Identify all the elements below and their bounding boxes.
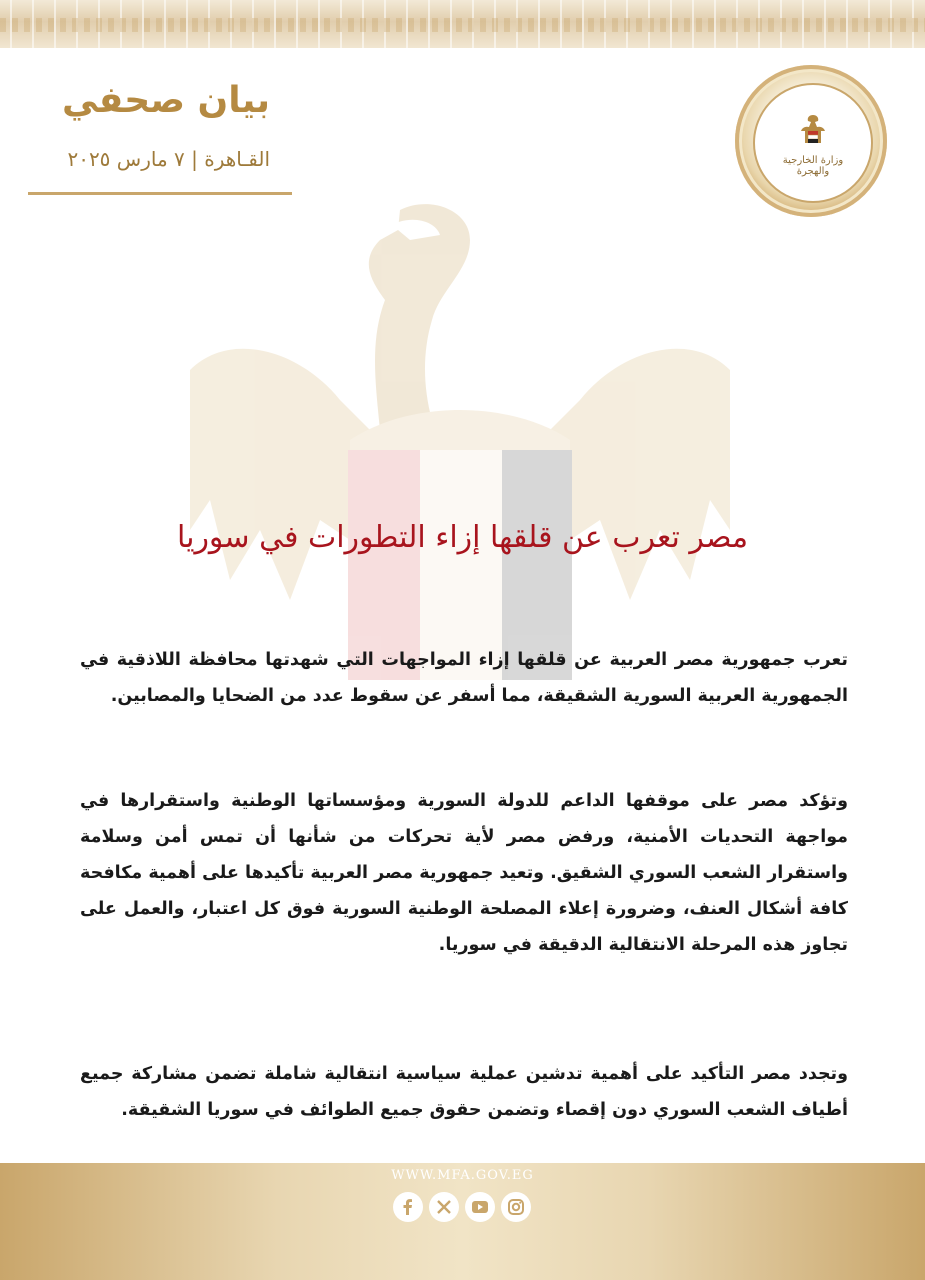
seal-text: وزارة الخارجية والهجرة (782, 155, 844, 177)
page-title: بيان صحفي (61, 80, 270, 121)
website-link[interactable]: WWW.MFA.GOV.EG (391, 1168, 534, 1183)
body-paragraph-1: تعرب جمهورية مصر العربية عن قلقها إزاء المواجهات التي شهدتها محافظة اللاذقية في الجمهورية العربية السورية الشقيقة، مما أسفر عن سقوط عدد من الضحايا والمصابين. (80, 650, 848, 706)
instagram-icon[interactable] (501, 1192, 531, 1222)
body-paragraph-2: وتؤكد مصر على موقفها الداعم للدولة السورية ومؤسساتها الوطنية واستقرارها في مواجهة التحديات الأمنية، ورفض مصر لأية تحركات من شأنها أن تمس أمن وسلامة واستقرار الشعب السوري الشقيق. وتعيد جمهورية مصر العربية تأكيدها على أهمية مكافحة كافة أشكال العنف، وضرورة إعلاء المصلحة الوطنية السورية فوق كل اعتبار، والعمل على تجاوز هذه المرحلة الانتقالية الدقيقة في سوريا. (80, 791, 848, 955)
headline: مصر تعرب عن قلقها إزاء التطورات في سوريا (176, 520, 749, 555)
ministry-seal-logo (735, 65, 887, 217)
youtube-icon[interactable] (465, 1192, 495, 1222)
facebook-icon[interactable] (393, 1192, 423, 1222)
decorative-top-border-pattern (0, 18, 925, 32)
eagle-emblem-icon (799, 113, 827, 153)
body-paragraph-3: وتجدد مصر التأكيد على أهمية تدشين عملية سياسية انتقالية شاملة تضمن مشاركة جميع أطياف الشعب السوري دون إقصاء وتضمن حقوق جميع الطوائف في سوريا الشقيقة. (80, 1064, 848, 1120)
eagle-watermark-icon (170, 200, 750, 680)
x-icon[interactable] (429, 1192, 459, 1222)
date-line: القـاهرة | ٧ مارس ٢٠٢٥ (67, 147, 270, 171)
header-divider (28, 192, 292, 195)
social-links (393, 1192, 537, 1224)
